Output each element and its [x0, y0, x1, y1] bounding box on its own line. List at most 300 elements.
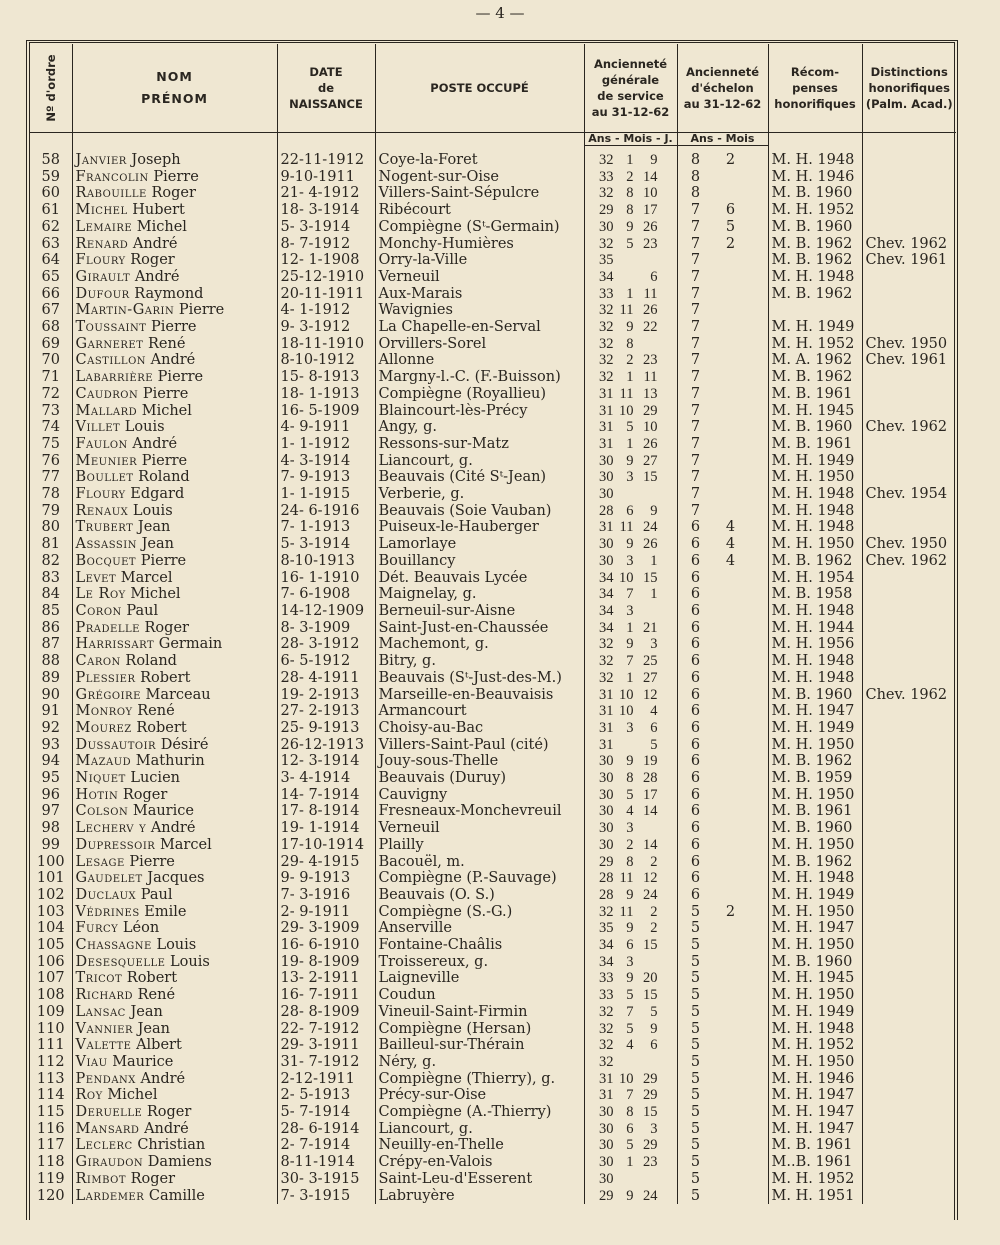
row-name: Renaux Louis — [72, 503, 277, 520]
row-birth-date: 22-11-1912 — [277, 152, 375, 169]
row-number: 72 — [41, 385, 60, 402]
row-recompense: M. A. 1962 — [768, 352, 862, 369]
table-row — [30, 937, 956, 954]
row-distinction: Chev. 1950 — [862, 536, 956, 553]
row-service: 32 — [584, 1054, 677, 1071]
row-poste: Crépy-en-Valois — [375, 1154, 584, 1171]
row-distinction — [862, 1004, 956, 1021]
row-recompense: M. H. 1952 — [768, 1037, 862, 1054]
row-poste: Verberie, g. — [375, 486, 584, 503]
row-echelon: 6 4 — [677, 536, 768, 553]
row-distinction — [862, 436, 956, 453]
row-echelon: 7 — [677, 252, 768, 269]
row-echelon: 7 — [677, 286, 768, 303]
row-poste: Compiègne (Sᵗ-Germain) — [375, 219, 584, 236]
row-echelon: 6 — [677, 636, 768, 653]
row-recompense: M. H. 1950 — [768, 837, 862, 854]
row-service: 32 2 23 — [584, 352, 677, 369]
row-recompense: M. H. 1946 — [768, 169, 862, 186]
row-name: Védrines Emile — [72, 904, 277, 921]
row-poste: Saint-Leu-d'Esserent — [375, 1171, 584, 1188]
row-echelon: 5 — [677, 970, 768, 987]
row-service: 32 11 26 — [584, 302, 677, 319]
row-number: 66 — [41, 285, 60, 302]
row-name: Niquet Lucien — [72, 770, 277, 787]
row-recompense: M. H. 1948 — [768, 486, 862, 503]
row-birth-date: 21- 4-1912 — [277, 185, 375, 202]
row-recompense: M. B. 1960 — [768, 954, 862, 971]
row-recompense: M. B. 1962 — [768, 236, 862, 253]
row-name: Garneret René — [72, 336, 277, 353]
row-name: Valette Albert — [72, 1037, 277, 1054]
row-name: Dufour Raymond — [72, 286, 277, 303]
row-poste: Beauvais (Soie Vauban) — [375, 503, 584, 520]
row-number: 117 — [36, 1137, 65, 1154]
row-poste: Compiègne (S.-G.) — [375, 904, 584, 921]
row-recompense: M. H. 1949 — [768, 453, 862, 470]
table-row — [30, 987, 956, 1004]
row-number: 103 — [36, 903, 65, 920]
row-echelon: 7 — [677, 386, 768, 403]
row-poste: Troissereux, g. — [375, 954, 584, 971]
row-service: 31 5 10 — [584, 419, 677, 436]
row-name: Villet Louis — [72, 419, 277, 436]
row-number: 115 — [36, 1104, 65, 1121]
row-distinction: Chev. 1954 — [862, 486, 956, 503]
row-echelon: 6 — [677, 870, 768, 887]
row-service: 32 9 22 — [584, 319, 677, 336]
row-name: Richard René — [72, 987, 277, 1004]
row-birth-date: 22- 7-1912 — [277, 1021, 375, 1038]
row-echelon: 7 — [677, 486, 768, 503]
table-row — [30, 737, 956, 754]
row-service: 28 11 12 — [584, 870, 677, 887]
row-distinction: Chev. 1962 — [862, 419, 956, 436]
row-poste: Compiègne (Hersan) — [375, 1021, 584, 1038]
row-service: 33 1 11 — [584, 286, 677, 303]
row-name: Girault André — [72, 269, 277, 286]
row-name: Floury Edgard — [72, 486, 277, 503]
table-row — [30, 653, 956, 670]
table-row — [30, 302, 956, 319]
table-row — [30, 1087, 956, 1104]
row-echelon: 5 — [677, 1188, 768, 1205]
row-distinction — [862, 152, 956, 169]
row-name: Lemaire Michel — [72, 219, 277, 236]
table-row — [30, 570, 956, 587]
row-echelon: 8 2 — [677, 152, 768, 169]
row-name: Michel Hubert — [72, 202, 277, 219]
row-poste: Compiègne (Royallieu) — [375, 386, 584, 403]
row-birth-date: 4- 1-1912 — [277, 302, 375, 319]
row-name: Francolin Pierre — [72, 169, 277, 186]
row-birth-date: 29- 3-1911 — [277, 1037, 375, 1054]
row-service: 29 9 24 — [584, 1188, 677, 1205]
row-name: Leclerc Christian — [72, 1137, 277, 1154]
row-recompense: M. H. 1946 — [768, 1071, 862, 1088]
row-recompense: M. H. 1948 — [768, 603, 862, 620]
row-birth-date: 28- 6-1914 — [277, 1121, 375, 1138]
row-number: 100 — [36, 853, 65, 870]
table-row — [30, 403, 956, 420]
table-row — [30, 720, 956, 737]
row-service: 30 8 28 — [584, 770, 677, 787]
row-number: 84 — [41, 586, 60, 603]
row-service: 28 6 9 — [584, 503, 677, 520]
row-echelon: 6 — [677, 854, 768, 871]
row-name: Floury Roger — [72, 252, 277, 269]
table-row — [30, 486, 956, 503]
row-distinction — [862, 937, 956, 954]
row-number: 87 — [41, 636, 60, 653]
row-distinction — [862, 302, 956, 319]
row-poste: Bacouël, m. — [375, 854, 584, 871]
row-distinction — [862, 670, 956, 687]
row-service: 31 10 29 — [584, 403, 677, 420]
table-row — [30, 787, 956, 804]
row-birth-date: 7- 3-1915 — [277, 1188, 375, 1205]
row-poste: Choisy-au-Bac — [375, 720, 584, 737]
row-name: Mazaud Mathurin — [72, 753, 277, 770]
row-distinction — [862, 753, 956, 770]
row-number: 60 — [41, 185, 60, 202]
row-number: 104 — [36, 920, 65, 937]
row-service: 30 8 15 — [584, 1104, 677, 1121]
row-service: 34 1 21 — [584, 620, 677, 637]
row-recompense: M. H. 1950 — [768, 904, 862, 921]
table-row — [30, 286, 956, 303]
row-distinction — [862, 837, 956, 854]
table-row — [30, 519, 956, 536]
row-echelon: 7 — [677, 336, 768, 353]
table-row — [30, 837, 956, 854]
row-birth-date: 9-10-1911 — [277, 169, 375, 186]
table-row — [30, 386, 956, 403]
row-distinction — [862, 820, 956, 837]
row-recompense: M. H. 1949 — [768, 887, 862, 904]
row-number: 107 — [36, 970, 65, 987]
table-row — [30, 1188, 956, 1205]
row-distinction — [862, 369, 956, 386]
row-poste: La Chapelle-en-Serval — [375, 319, 584, 336]
row-birth-date: 27- 2-1913 — [277, 703, 375, 720]
row-poste: Jouy-sous-Thelle — [375, 753, 584, 770]
row-recompense: M. B. 1962 — [768, 553, 862, 570]
row-name: Viau Maurice — [72, 1054, 277, 1071]
row-recompense: M. B. 1960 — [768, 687, 862, 704]
row-birth-date: 12- 3-1914 — [277, 753, 375, 770]
header-service: Ancienneté générale de service au 31-12-62 — [584, 44, 677, 133]
row-poste: Coye-la-Foret — [375, 152, 584, 169]
row-recompense: M. H. 1952 — [768, 1171, 862, 1188]
table-body — [30, 146, 956, 1205]
row-number: 99 — [41, 836, 60, 853]
row-recompense: M. B. 1962 — [768, 286, 862, 303]
row-recompense: M. H. 1950 — [768, 787, 862, 804]
row-service: 30 5 29 — [584, 1137, 677, 1154]
row-birth-date: 13- 2-1911 — [277, 970, 375, 987]
table-row — [30, 753, 956, 770]
row-poste: Puiseux-le-Hauberger — [375, 519, 584, 536]
row-distinction — [862, 1121, 956, 1138]
row-birth-date: 9- 9-1913 — [277, 870, 375, 887]
row-distinction — [862, 636, 956, 653]
row-distinction — [862, 653, 956, 670]
table-row — [30, 419, 956, 436]
row-echelon: 7 — [677, 302, 768, 319]
row-distinction — [862, 870, 956, 887]
row-recompense: M. H. 1949 — [768, 1004, 862, 1021]
row-recompense: M. H. 1952 — [768, 202, 862, 219]
row-distinction — [862, 1104, 956, 1121]
table-row — [30, 1037, 956, 1054]
row-number: 112 — [36, 1053, 65, 1070]
row-service: 28 9 24 — [584, 887, 677, 904]
row-name: Labarrière Pierre — [72, 369, 277, 386]
row-service: 32 8 10 — [584, 185, 677, 202]
row-poste: Nogent-sur-Oise — [375, 169, 584, 186]
row-service: 34 6 — [584, 269, 677, 286]
row-distinction — [862, 970, 956, 987]
row-number: 59 — [41, 168, 60, 185]
row-service: 31 3 6 — [584, 720, 677, 737]
row-recompense: M. B. 1960 — [768, 185, 862, 202]
row-birth-date: 17-10-1914 — [277, 837, 375, 854]
row-poste: Anserville — [375, 920, 584, 937]
row-echelon: 6 — [677, 570, 768, 587]
header-nom: NOM PRÉNOM — [72, 44, 277, 133]
table-row — [30, 1171, 956, 1188]
row-recompense: M. H. 1949 — [768, 720, 862, 737]
row-recompense: M..B. 1961 — [768, 1154, 862, 1171]
row-echelon: 6 4 — [677, 519, 768, 536]
table-row — [30, 219, 956, 236]
row-poste: Bouillancy — [375, 553, 584, 570]
row-service: 30 9 27 — [584, 453, 677, 470]
row-distinction: Chev. 1962 — [862, 687, 956, 704]
row-service: 31 11 24 — [584, 519, 677, 536]
row-name: Giraudon Damiens — [72, 1154, 277, 1171]
row-service: 32 7 5 — [584, 1004, 677, 1021]
row-service: 31 1 26 — [584, 436, 677, 453]
row-birth-date: 28- 4-1911 — [277, 670, 375, 687]
row-distinction — [862, 185, 956, 202]
row-number: 88 — [41, 653, 60, 670]
row-service: 31 11 13 — [584, 386, 677, 403]
row-recompense: M. H. 1950 — [768, 737, 862, 754]
row-name: Toussaint Pierre — [72, 319, 277, 336]
row-distinction — [862, 286, 956, 303]
row-number: 81 — [41, 536, 60, 553]
row-recompense: M. H. 1950 — [768, 1054, 862, 1071]
row-poste: Angy, g. — [375, 419, 584, 436]
row-birth-date: 4- 9-1911 — [277, 419, 375, 436]
table-row — [30, 1104, 956, 1121]
row-service: 30 4 14 — [584, 803, 677, 820]
row-distinction — [862, 1054, 956, 1071]
row-number: 108 — [36, 987, 65, 1004]
row-echelon: 8 — [677, 169, 768, 186]
table-row — [30, 670, 956, 687]
row-recompense: M. B. 1958 — [768, 586, 862, 603]
row-echelon: 7 — [677, 419, 768, 436]
row-distinction — [862, 803, 956, 820]
table-row — [30, 803, 956, 820]
row-number: 97 — [41, 803, 60, 820]
row-name: Gaudelet Jacques — [72, 870, 277, 887]
row-number: 69 — [41, 335, 60, 352]
row-distinction — [862, 854, 956, 871]
row-birth-date: 1- 1-1915 — [277, 486, 375, 503]
row-name: Levet Marcel — [72, 570, 277, 587]
row-birth-date: 25-12-1910 — [277, 269, 375, 286]
row-poste: Beauvais (Duruy) — [375, 770, 584, 787]
row-number: 75 — [41, 435, 60, 452]
row-poste: Beauvais (O. S.) — [375, 887, 584, 904]
row-echelon: 5 — [677, 1104, 768, 1121]
table-row — [30, 202, 956, 219]
row-name: Lardemer Camille — [72, 1188, 277, 1205]
row-poste: Allonne — [375, 352, 584, 369]
row-distinction — [862, 169, 956, 186]
row-echelon: 5 — [677, 954, 768, 971]
row-number: 78 — [41, 486, 60, 503]
row-number: 96 — [41, 786, 60, 803]
row-recompense: M. H. 1948 — [768, 503, 862, 520]
row-birth-date: 2- 5-1913 — [277, 1087, 375, 1104]
row-echelon: 5 — [677, 1154, 768, 1171]
table-row — [30, 904, 956, 921]
row-service: 31 10 4 — [584, 703, 677, 720]
row-service: 32 5 23 — [584, 236, 677, 253]
row-distinction: Chev. 1961 — [862, 352, 956, 369]
row-poste: Liancourt, g. — [375, 1121, 584, 1138]
row-name: Mallard Michel — [72, 403, 277, 420]
table-row — [30, 603, 956, 620]
row-number: 119 — [36, 1170, 65, 1187]
row-birth-date: 4- 3-1914 — [277, 453, 375, 470]
row-birth-date: 8- 3-1909 — [277, 620, 375, 637]
row-service: 31 10 29 — [584, 1071, 677, 1088]
table-row — [30, 620, 956, 637]
row-birth-date: 20-11-1911 — [277, 286, 375, 303]
row-distinction — [862, 403, 956, 420]
units-echelon: Ans - Mois — [677, 133, 768, 146]
row-recompense: M. H. 1947 — [768, 1121, 862, 1138]
units-service: Ans - Mois - J. — [584, 133, 677, 146]
row-number: 118 — [36, 1154, 65, 1171]
row-distinction — [862, 1037, 956, 1054]
row-poste: Compiègne (P.-Sauvage) — [375, 870, 584, 887]
row-distinction — [862, 586, 956, 603]
row-recompense: M. B. 1962 — [768, 369, 862, 386]
row-poste: Villers-Saint-Sépulcre — [375, 185, 584, 202]
row-distinction — [862, 954, 956, 971]
row-poste: Cauvigny — [375, 787, 584, 804]
row-number: 98 — [41, 820, 60, 837]
row-service: 34 10 15 — [584, 570, 677, 587]
table-row — [30, 369, 956, 386]
row-service: 30 — [584, 486, 677, 503]
row-distinction — [862, 219, 956, 236]
row-name: Meunier Pierre — [72, 453, 277, 470]
row-service: 33 2 14 — [584, 169, 677, 186]
row-recompense: M. H. 1947 — [768, 703, 862, 720]
row-recompense: M. H. 1945 — [768, 970, 862, 987]
row-name: Roy Michel — [72, 1087, 277, 1104]
row-service: 31 7 29 — [584, 1087, 677, 1104]
row-number: 71 — [41, 369, 60, 386]
row-service: 31 5 — [584, 737, 677, 754]
row-number: 64 — [41, 252, 60, 269]
row-recompense: M. B. 1961 — [768, 1137, 862, 1154]
table-row — [30, 536, 956, 553]
row-echelon: 6 — [677, 687, 768, 704]
row-echelon: 7 — [677, 369, 768, 386]
row-distinction — [862, 887, 956, 904]
row-distinction — [862, 519, 956, 536]
table-row — [30, 586, 956, 603]
row-name: Renard André — [72, 236, 277, 253]
row-poste: Maignelay, g. — [375, 586, 584, 603]
row-service: 33 9 20 — [584, 970, 677, 987]
row-echelon: 7 — [677, 403, 768, 420]
row-echelon: 6 4 — [677, 553, 768, 570]
table-row — [30, 854, 956, 871]
row-poste: Wavignies — [375, 302, 584, 319]
row-birth-date: 7- 1-1913 — [277, 519, 375, 536]
row-birth-date: 15- 8-1913 — [277, 369, 375, 386]
row-service: 30 1 23 — [584, 1154, 677, 1171]
row-birth-date: 29- 4-1915 — [277, 854, 375, 871]
table-row — [30, 336, 956, 353]
row-name: Caron Roland — [72, 653, 277, 670]
row-service: 30 6 3 — [584, 1121, 677, 1138]
row-echelon: 5 — [677, 987, 768, 1004]
row-number: 68 — [41, 319, 60, 336]
row-echelon: 6 — [677, 720, 768, 737]
row-name: Bocquet Pierre — [72, 553, 277, 570]
row-distinction — [862, 770, 956, 787]
row-service: 33 5 15 — [584, 987, 677, 1004]
row-distinction: Chev. 1962 — [862, 236, 956, 253]
row-echelon: 5 — [677, 937, 768, 954]
row-birth-date: 2- 7-1914 — [277, 1137, 375, 1154]
row-birth-date: 6- 5-1912 — [277, 653, 375, 670]
row-number: 111 — [36, 1037, 65, 1054]
row-poste: Fresneaux-Monchevreuil — [375, 803, 584, 820]
table-row — [30, 352, 956, 369]
row-birth-date: 19- 8-1909 — [277, 954, 375, 971]
row-birth-date: 16- 5-1909 — [277, 403, 375, 420]
row-poste: Beauvais (Sᵗ-Just-des-M.) — [375, 670, 584, 687]
row-poste: Orvillers-Sorel — [375, 336, 584, 353]
row-service: 34 3 — [584, 603, 677, 620]
row-service: 29 8 2 — [584, 854, 677, 871]
row-name: Pendanx André — [72, 1071, 277, 1088]
row-recompense: M. B. 1959 — [768, 770, 862, 787]
row-number: 93 — [41, 736, 60, 753]
row-echelon: 7 — [677, 269, 768, 286]
row-birth-date: 2-12-1911 — [277, 1071, 375, 1088]
row-poste: Beauvais (Cité Sᵗ-Jean) — [375, 469, 584, 486]
row-recompense: M. B. 1961 — [768, 803, 862, 820]
row-name: Duclaux Paul — [72, 887, 277, 904]
row-recompense: M. H. 1948 — [768, 870, 862, 887]
row-number: 61 — [41, 202, 60, 219]
row-poste: Berneuil-sur-Aisne — [375, 603, 584, 620]
row-echelon: 7 — [677, 469, 768, 486]
